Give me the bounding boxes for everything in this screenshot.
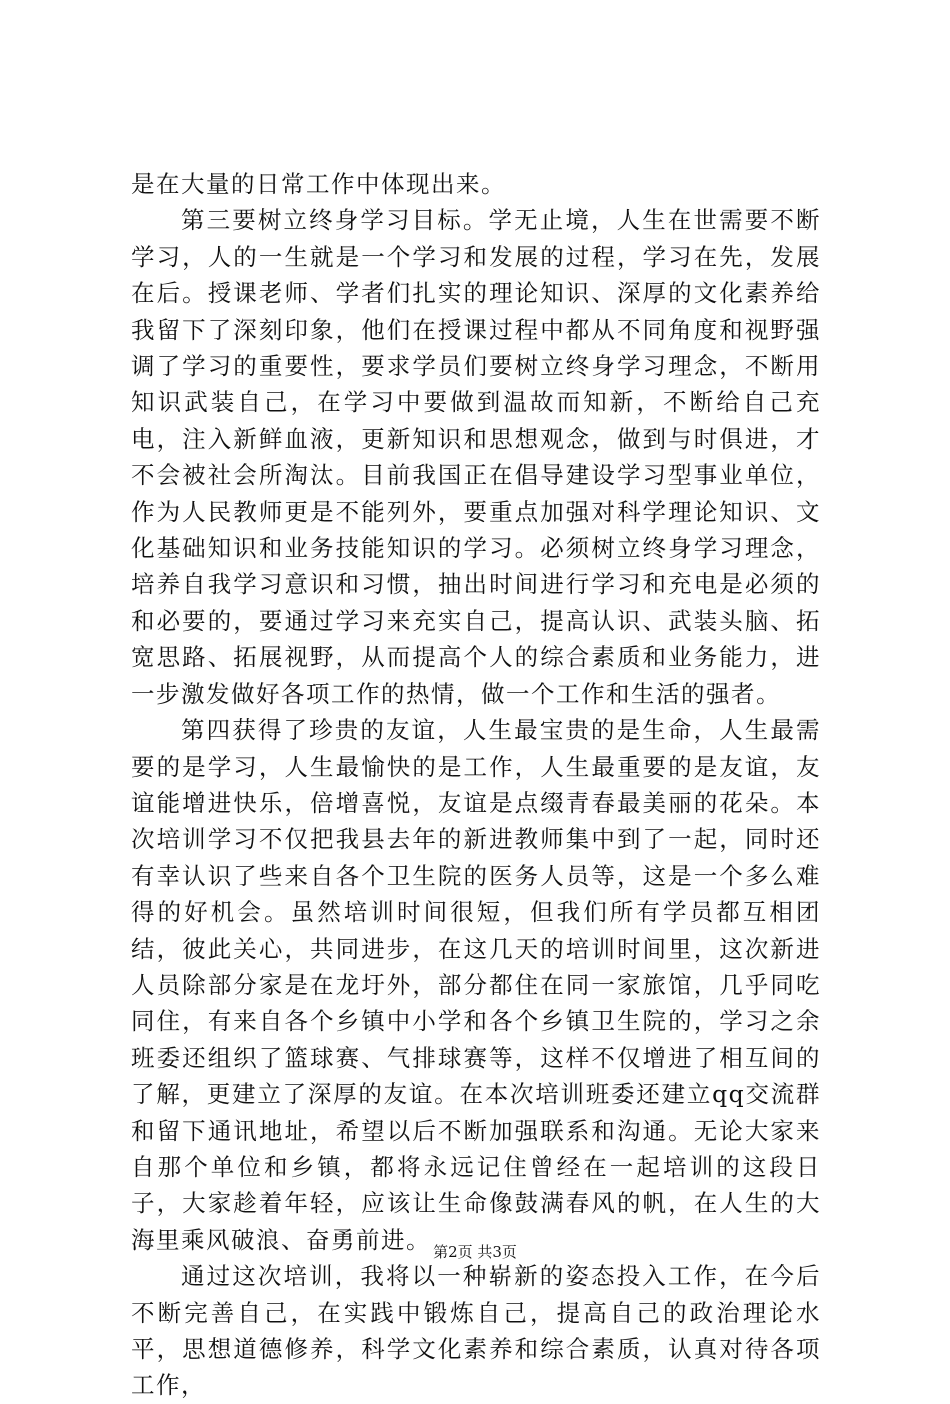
paragraph-continuation: 是在大量的日常工作中体现出来。 xyxy=(131,170,506,198)
paragraph-friendship: 第四获得了珍贵的友谊，人生最宝贵的是生命，人生最需要的是学习，人生最愉快的是工作，人生最重要的是友谊，友谊能增进快乐，倍增喜悦，友谊是点缀青春最美丽的花朵。本次培训学习不仅把我县去年的新进教师集中到了一起，同时还有幸认识了些来自各个卫生院的医务人员等，这是一个多么难得的好机会。虽然培训时间很短，但我们所有学员都互相团结，彼此关心，共同进步，在这几天的培训时间里，这次新进人员除部分家是在龙圩外，部分都住在同一家旅馆，几乎同吃同住，有来自各个乡镇中小学和各个乡镇卫生院的，学习之余班委还组织了篮球赛、气排球赛等，这样不仅增进了相互间的了解，更建立了深厚的友谊。在本次培训班委还建立qq交流群和留下通讯地址，希望以后不断加强联系和沟通。无论大家来自那个单位和乡镇，都将永远记住曾经在一起培训的这段日子，大家趁着年轻，应该让生命像鼓满春风的帆，在人生的大海里乘风破浪、奋勇前进。 xyxy=(131,716,821,1254)
paragraph-conclusion: 通过这次培训，我将以一种崭新的姿态投入工作，在今后不断完善自己，在实践中锻炼自己，提高自己的政治理论水平，思想道德修养，科学文化素养和综合素质，认真对待各项工作， xyxy=(131,1262,821,1400)
page-footer: 第2页 共3页 xyxy=(433,1243,517,1261)
body-text xyxy=(131,166,821,1404)
paragraph-lifelong-learning: 第三要树立终身学习目标。学无止境，人生在世需要不断学习，人的一生就是一个学习和发展的过程，学习在先，发展在后。授课老师、学者们扎实的理论知识、深厚的文化素养给我留下了深刻印象，他们在授课过程中都从不同角度和视野强调了学习的重要性，要求学员们要树立终身学习理念，不断用知识武装自己，在学习中要做到温故而知新，不断给自己充电，注入新鲜血液，更新知识和思想观念，做到与时俱进，才不会被社会所淘汰。目前我国正在倡导建设学习型事业单位，作为人民教师更是不能列外，要重点加强对科学理论知识、文化基础知识和业务技能知识的学习。必须树立终身学习理念，培养自我学习意识和习惯，抽出时间进行学习和充电是必须的和必要的，要通过学习来充实自己，提高认识、武装头脑、拓宽思路、拓展视野，从而提高个人的综合素质和业务能力，进一步激发做好各项工作的热情，做一个工作和生活的强者。 xyxy=(131,206,821,708)
